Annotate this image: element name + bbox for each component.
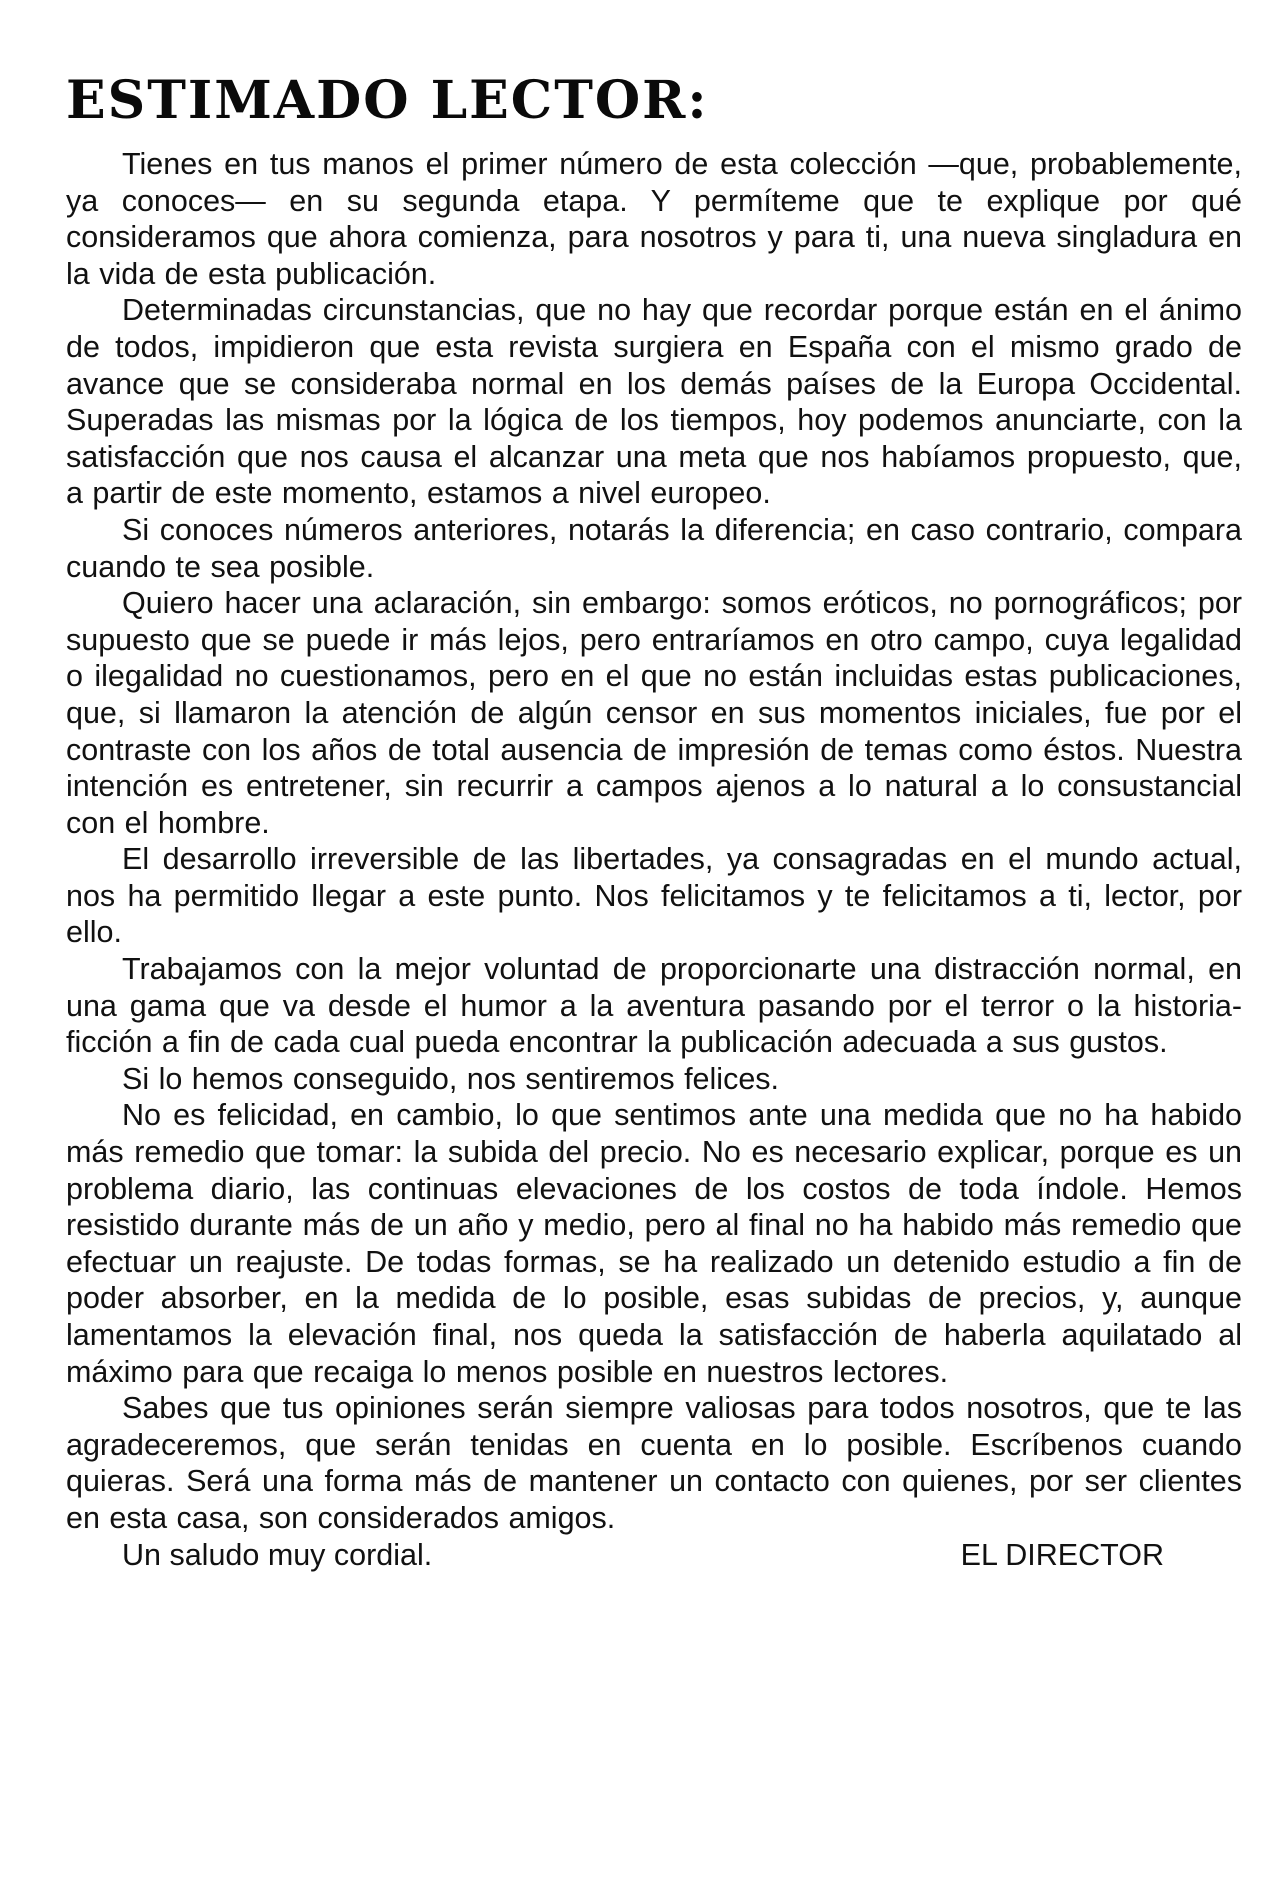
paragraph-3: Si conoces números anteriores, notarás la diferencia; en caso contrario, compara cuando te sea posible. [66,512,1242,584]
signature: EL DIRECTOR [960,1537,1164,1572]
letter-title: ESTIMADO LECTOR: [66,70,709,131]
paragraph-1: Tienes en tus manos el primer número de esta colección —que, probablemente, ya conoces— en su segunda etapa. Y permíteme que te explique por qué consideramos que ahora comienza, para nosotros y para ti, una nueva singladura en la vida de esta publicación. [66,147,1242,291]
paragraph-9: Sabes que tus opiniones serán siempre valiosas para todos nosotros, que te las agradeceremos, que serán tenidas en cuenta en lo posible. Escríbenos cuando quieras. Será una forma más de mantener un contacto con quienes, por ser clientes en esta casa, son considerados amigos. [66,1391,1242,1535]
paragraph-7: Si lo hemos conseguido, nos sentiremos felices. [122,1061,779,1096]
editorial-letter [66,70,1242,1573]
paragraph-2: Determinadas circunstancias, que no hay que recordar porque están en el ánimo de todos, impidieron que esta revista surgiera en España con el mismo grado de avance que se consideraba normal en los demás países de la Europa Occidental. Superadas las mismas por la lógica de los tiempos, hoy podemos anunciarte, con la satisfacción que nos causa el alcanzar una meta que nos habíamos propuesto, que, a partir de este momento, estamos a nivel europeo. [66,293,1242,511]
letter-body [66,146,1242,1573]
closing-line [66,1537,1242,1574]
paragraph-4: Quiero hacer una aclaración, sin embargo: somos eróticos, no pornográficos; por supuesto que se puede ir más lejos, pero entraríamos en otro campo, cuya legalidad o ilegalidad no cuestionamos, pero en el que no están incluidas estas publicaciones, que, si llamaron la atención de algún censor en sus momentos iniciales, fue por el contraste con los años de total ausencia de impresión de temas como éstos. Nuestra intención es entretener, sin recurrir a campos ajenos a lo natural a lo consustancial con el hombre. [66,586,1242,840]
closing-greeting: Un saludo muy cordial. [122,1537,433,1572]
paragraph-5: El desarrollo irreversible de las libertades, ya consagradas en el mundo actual, nos ha permitido llegar a este punto. Nos felicitamos y te felicitamos a ti, lector, por ello. [66,842,1242,950]
paragraph-6: Trabajamos con la mejor voluntad de proporcionarte una distracción normal, en una gama que va desde el humor a la aventura pasando por el terror o la historia-ficción a fin de cada cual pueda encontrar la publicación adecuada a sus gustos. [66,952,1242,1060]
paragraph-8: No es felicidad, en cambio, lo que sentimos ante una medida que no ha habido más remedio que tomar: la subida del precio. No es necesario explicar, porque es un problema diario, las continuas elevaciones de los costos de toda índole. Hemos resistido durante más de un año y medio, pero al final no ha habido más remedio que efectuar un reajuste. De todas formas, se ha realizado un detenido estudio a fin de poder absorber, en la medida de lo posible, esas subidas de precios, y, aunque lamentamos la elevación final, nos queda la satisfacción de haberla aquilatado al máximo para que recaiga lo menos posible en nuestros lectores. [66,1098,1242,1389]
